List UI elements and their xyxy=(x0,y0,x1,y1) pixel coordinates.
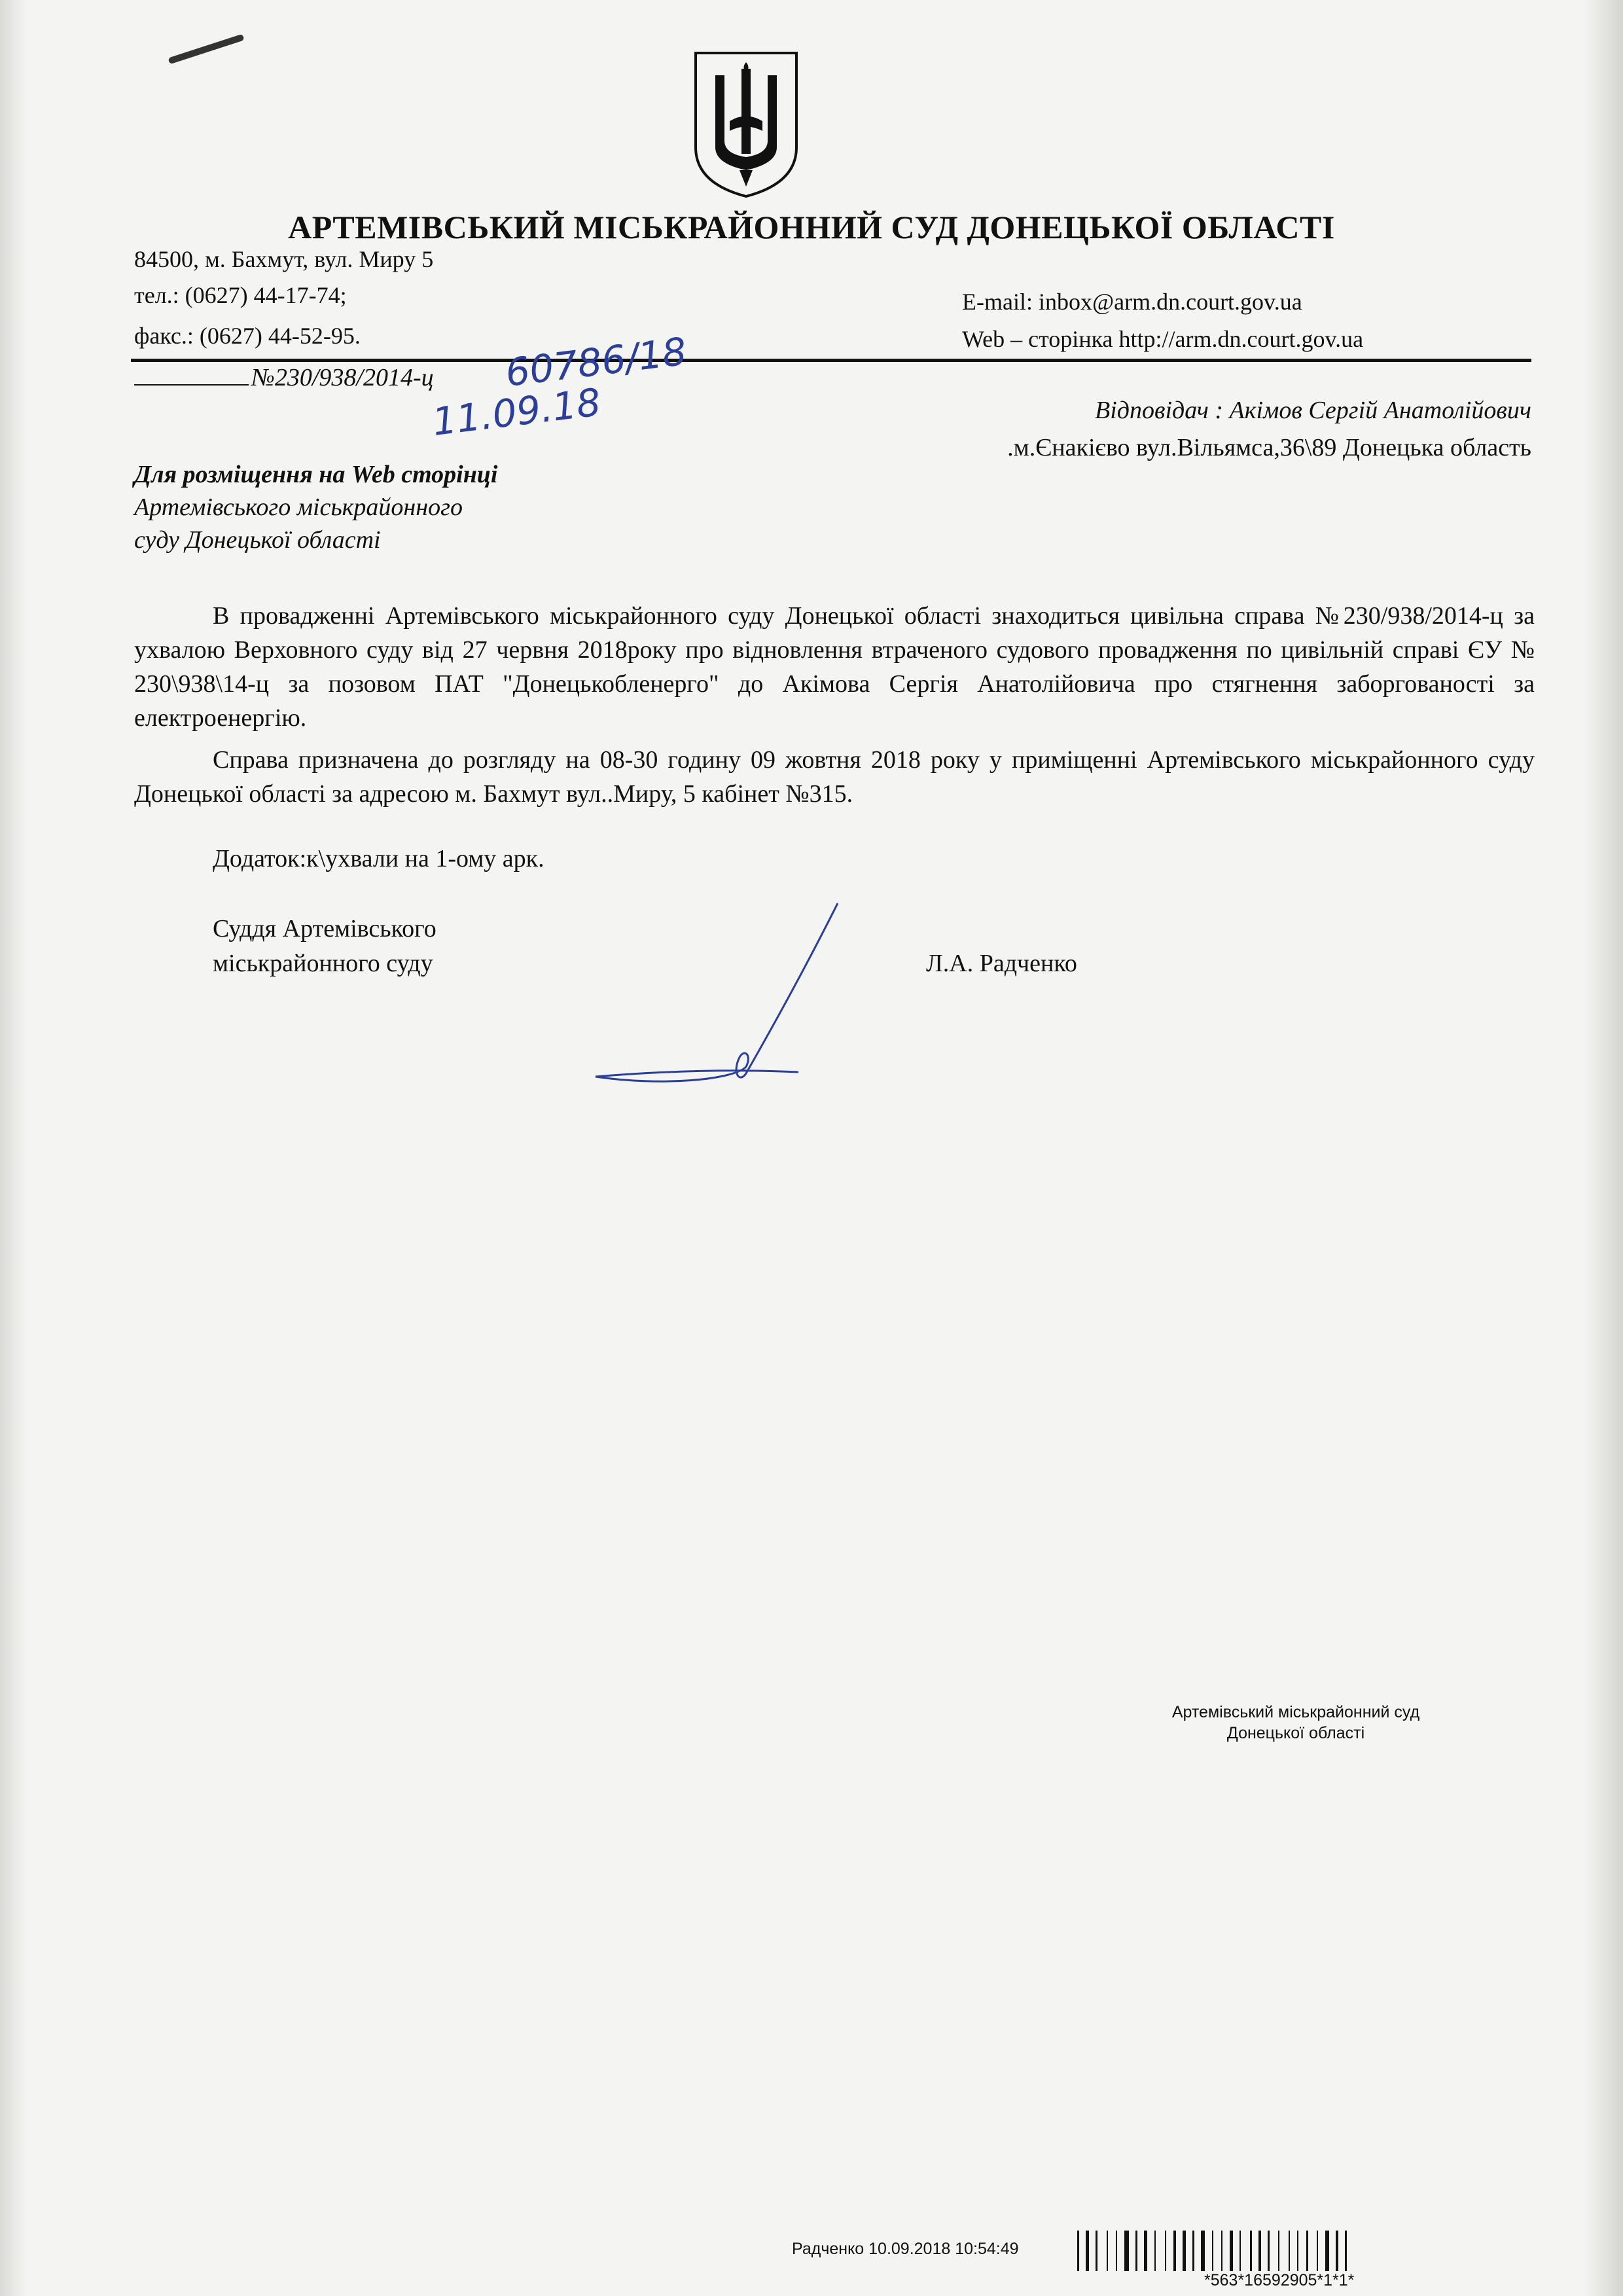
barcode-bar xyxy=(1183,2231,1186,2271)
respondent-address: .м.Єнакієво вул.Вільямса,36\89 Донецька область xyxy=(1007,434,1531,461)
footer-court-line-2: Донецької області xyxy=(1226,1724,1365,1742)
barcode-bar xyxy=(1230,2231,1233,2271)
barcode-bar xyxy=(1165,2231,1166,2271)
barcode-bar xyxy=(1086,2231,1089,2271)
barcode-bar xyxy=(1116,2231,1117,2271)
judge-title-line-2: міськрайонного суду xyxy=(213,950,433,977)
barcode-bar xyxy=(1107,2231,1108,2271)
web-notice-line-3: суду Донецької області xyxy=(134,526,381,554)
letterhead-divider xyxy=(131,359,1531,362)
judge-name: Л.А. Радченко xyxy=(926,950,1077,977)
judge-signature xyxy=(582,897,857,1093)
barcode-bar xyxy=(1135,2231,1137,2271)
handwritten-date: 11.09.18 xyxy=(429,379,603,444)
barcode xyxy=(1075,2231,1533,2271)
footer-court-stamp xyxy=(1113,1702,1479,1744)
barcode-bar xyxy=(1278,2231,1279,2271)
barcode-bar xyxy=(1173,2231,1176,2271)
barcode-bar xyxy=(1250,2231,1252,2271)
barcode-bar xyxy=(1345,2231,1347,2271)
web-notice-heading: Для розміщення на Web сторінці xyxy=(134,461,498,488)
barcode-bar xyxy=(1077,2231,1079,2271)
pen-mark xyxy=(168,34,244,65)
web-publication-notice xyxy=(134,458,498,556)
respondent-name: Відповідач : Акімов Сергій Анатолійович xyxy=(1094,397,1531,424)
barcode-bar xyxy=(1325,2231,1329,2271)
footer-court-line-1: Артемівський міськрайонний суд xyxy=(1171,1703,1420,1721)
barcode-bar xyxy=(1154,2231,1156,2271)
handwritten-incoming-number: 60786/18 xyxy=(503,329,689,395)
footer-registration-meta: Радченко 10.09.2018 10:54:49 xyxy=(792,2240,1019,2258)
scan-edge-left xyxy=(0,0,26,2296)
body-paragraph-1: В провадженні Артемівського міськрайонного суду Донецької області знаходиться цивільна справа №230/938/2014-ц за ухвалою Верховного суду від 27 червня 2018року про відновлення втраченого судового провадження по цивільній справі ЄУ № 230\938\14-ц за позовом ПАТ "Донецькобленерго" до Акімова Сергія Анатолійовича про стягнення заборгованості за електроенергію. xyxy=(134,602,1535,732)
barcode-bar xyxy=(1306,2231,1308,2271)
barcode-bar xyxy=(1336,2231,1338,2271)
web-notice-line-2: Артемівського міськрайонного xyxy=(134,493,463,521)
date-blank xyxy=(134,365,249,386)
barcode-text: *563*16592905*1*1* xyxy=(1204,2271,1355,2289)
barcode-bar xyxy=(1289,2231,1290,2271)
barcode-bar xyxy=(1124,2231,1129,2271)
handwritten-registration xyxy=(425,329,694,444)
barcode-bar xyxy=(1297,2231,1298,2271)
body-paragraph-2: Справа призначена до розгляду на 08-30 годину 09 жовтня 2018 року у приміщенні Артемівського міськрайонного суду Донецької області за адресою м. Бахмут вул..Миру, 5 кабінет №315. xyxy=(134,746,1535,808)
barcode-bar xyxy=(1212,2231,1213,2271)
court-address: 84500, м. Бахмут, вул. Миру 5 xyxy=(134,246,434,272)
appendix-note: Додаток:к\ухвали на 1-ому арк. xyxy=(213,845,544,872)
court-name: АРТЕМІВСЬКИЙ МІСЬКРАЙОННИЙ СУД ДОНЕЦЬКОЇ ОБЛАСТІ xyxy=(288,209,1335,245)
barcode-bar xyxy=(1258,2231,1261,2271)
court-fax: факс.: (0627) 44-52-95. xyxy=(134,323,361,349)
court-email: E-mail: inbox@arm.dn.court.gov.ua xyxy=(962,289,1302,315)
court-website: Web – сторінка http://arm.dn.court.gov.ua xyxy=(962,326,1364,352)
barcode-bar xyxy=(1096,2231,1097,2271)
judge-title-line-1: Суддя Артемівського xyxy=(213,915,437,942)
barcode-bar xyxy=(1144,2231,1147,2271)
barcode-bar xyxy=(1317,2231,1318,2271)
coat-of-arms-icon xyxy=(690,49,802,200)
barcode-bar xyxy=(1240,2231,1241,2271)
barcode-bar xyxy=(1201,2231,1205,2271)
scan-edge-right xyxy=(1584,0,1623,2296)
barcode-bar xyxy=(1268,2231,1270,2271)
case-number: №230/938/2014-ц xyxy=(251,364,434,391)
court-phone: тел.: (0627) 44-17-74; xyxy=(134,282,347,308)
barcode-bar xyxy=(1192,2231,1194,2271)
barcode-bar xyxy=(1221,2231,1222,2271)
case-number-line xyxy=(134,363,434,392)
